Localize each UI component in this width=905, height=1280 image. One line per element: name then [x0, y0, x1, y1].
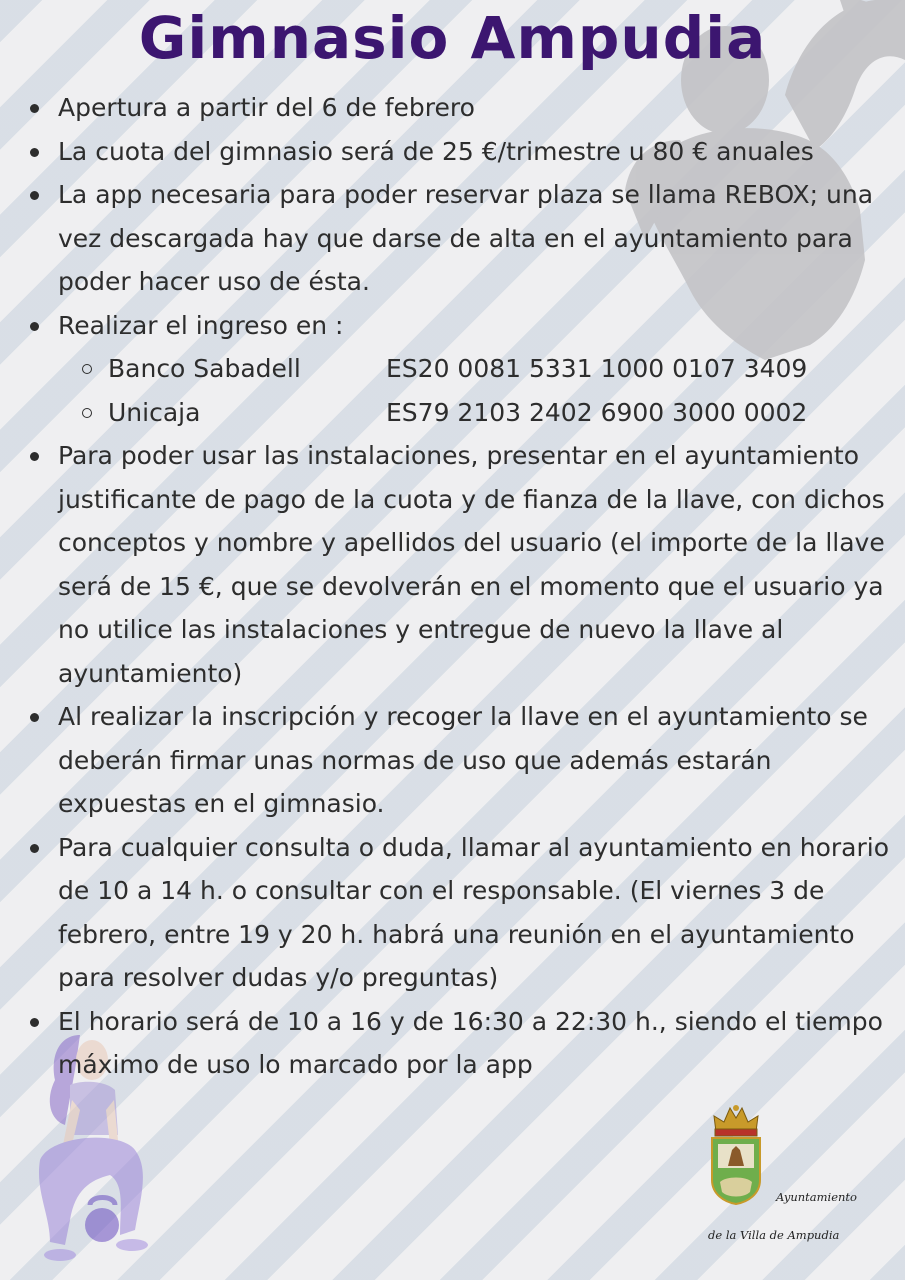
bullet-icon	[30, 452, 39, 461]
list-item	[26, 1000, 896, 1087]
list-item	[26, 173, 896, 304]
list-item	[26, 826, 896, 1000]
list-item	[26, 130, 896, 174]
list-item-text: Para poder usar las instalaciones, presentar en el ayuntamiento justificante de pago de la cuota y de fianza de la llave, con dichos conceptos y nombre y apellidos del usuario (el importe de la llave será de 15 €, que se devolverán en el momento que el usuario ya no utilice las instalaciones y entregue de nuevo la llave al ayuntamiento)	[58, 441, 885, 688]
circle-bullet-icon	[82, 364, 92, 374]
list-item	[26, 695, 896, 826]
list-item-text: La cuota del gimnasio será de 25 €/trimestre u 80 € anuales	[58, 136, 814, 166]
footer-line-2: de la Villa de Ampudia	[708, 1228, 840, 1242]
list-item	[26, 304, 896, 435]
bank-list	[58, 347, 896, 434]
list-item-text: El horario será de 10 a 16 y de 16:30 a 22:30 h., siendo el tiempo máximo de uso lo marcado por la app	[58, 1006, 883, 1079]
info-list	[26, 86, 896, 1087]
bank-name: Unicaja	[108, 397, 201, 427]
bullet-icon	[30, 713, 39, 722]
list-item-text: Al realizar la inscripción y recoger la llave en el ayuntamiento se deberán firmar unas normas de uso que además estarán expuestas en el gimnasio.	[58, 702, 868, 818]
bullet-icon	[30, 148, 39, 157]
bank-iban: ES20 0081 5331 1000 0107 3409	[386, 354, 808, 383]
circle-bullet-icon	[82, 408, 92, 418]
coat-of-arms-icon	[706, 1102, 766, 1206]
list-item	[26, 434, 896, 695]
bullet-icon	[30, 322, 39, 331]
list-item-text: Para cualquier consulta o duda, llamar al ayuntamiento en horario de 10 a 14 h. o consultar con el responsable. (El viernes 3 de febrero, entre 19 y 20 h. habrá una reunión en el ayuntamiento para resolver dudas y/o preguntas)	[58, 832, 889, 992]
bank-name: Banco Sabadell	[108, 354, 301, 383]
footer-line-1: Ayuntamiento	[776, 1190, 857, 1204]
bullet-icon	[30, 104, 39, 113]
page-title: Gimnasio Ampudia	[138, 4, 767, 72]
bullet-icon	[30, 844, 39, 853]
bank-item	[58, 347, 896, 391]
list-item-text: La app necesaria para poder reservar plaza se llama REBOX; una vez descargada hay que darse de alta en el ayuntamiento para poder hacer uso de ésta.	[58, 180, 874, 296]
list-item-text: Apertura a partir del 6 de febrero	[58, 93, 475, 122]
list-item-text: Realizar el ingreso en :	[58, 310, 344, 340]
bullet-icon	[30, 191, 39, 200]
bullet-icon	[30, 1018, 39, 1027]
bank-item	[58, 391, 896, 435]
bank-iban: ES79 2103 2402 6900 3000 0002	[386, 397, 808, 427]
list-item	[26, 86, 896, 130]
